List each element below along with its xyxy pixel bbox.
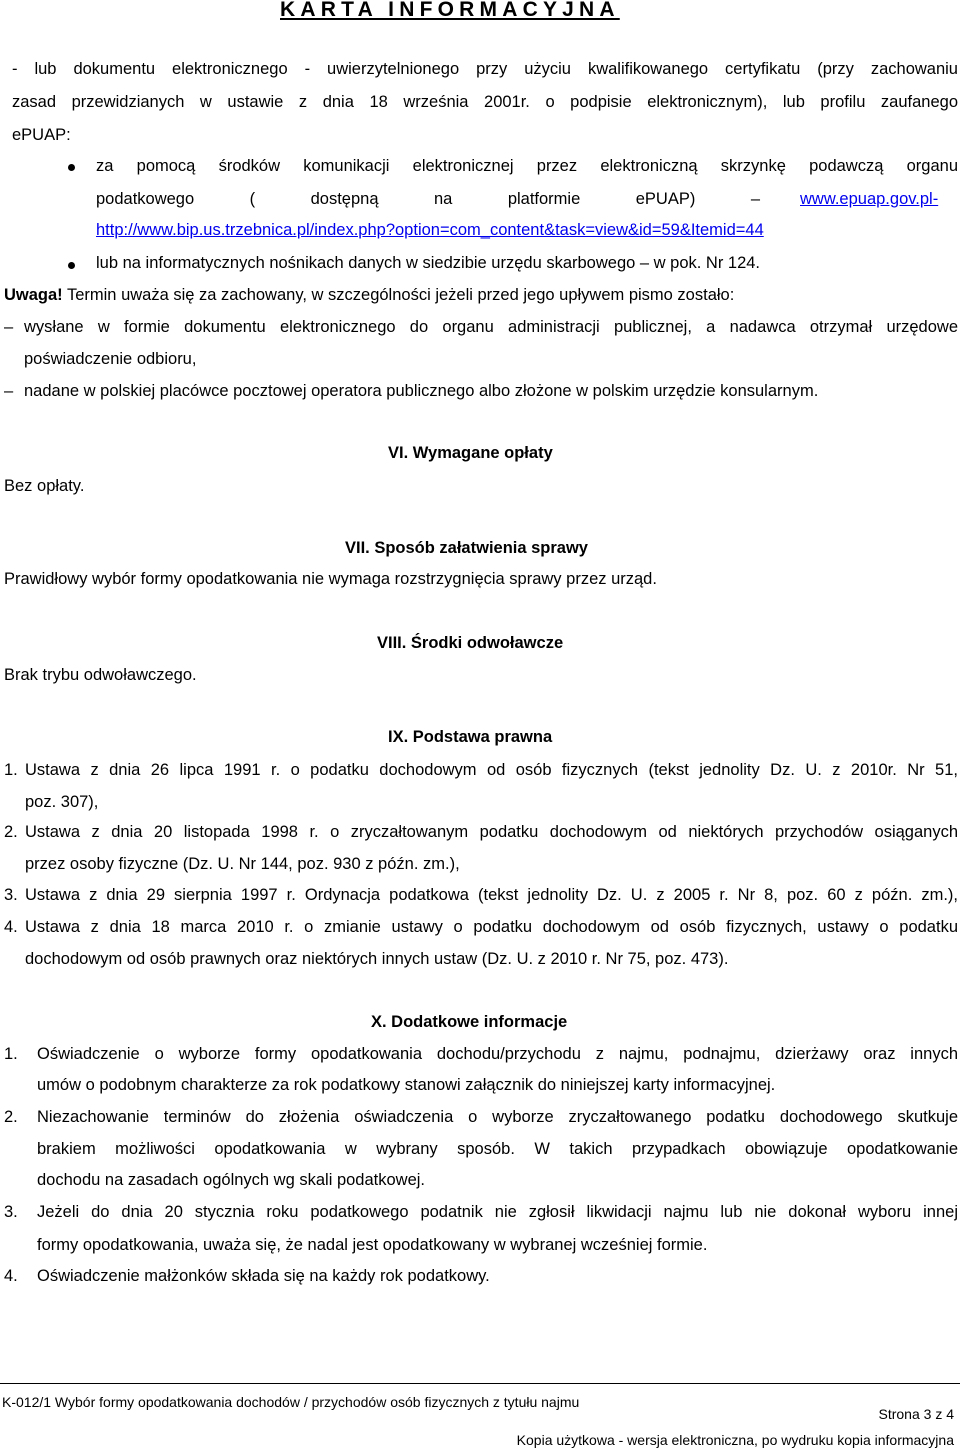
section10-heading: X. Dodatkowe informacje <box>371 1013 568 1031</box>
note-text: Termin uważa się za zachowany, w szczególności jeżeli przed jego upływem pismo zostało: <box>62 286 735 304</box>
section7-heading: VII. Sposób załatwienia sprawy <box>345 539 588 557</box>
info-item-2-line-1: Niezachowanie terminów do złożenia oświadczenia o wyborze zryczałtowanego podatku dochodowego skutkuje <box>37 1108 958 1126</box>
bullet-dot <box>68 164 75 171</box>
note-item1-line-2: poświadczenie odbioru, <box>24 350 197 368</box>
info-item-1-line-1: Oświadczenie o wyborze formy opodatkowania dochodu/przychodu z najmu, podnajmu, dzierżawy oraz innych <box>37 1045 958 1063</box>
list-number: 4. <box>4 1267 18 1285</box>
bip-link[interactable]: http://www.bip.us.trzebnica.pl/index.php?option=com_content&task=view&id=59&Itemid=44 <box>96 221 764 239</box>
footer-page-number: Strona 3 z 4 <box>878 1406 954 1422</box>
law-item-1-line-2: poz. 307), <box>25 793 99 811</box>
footer-copy-note: Kopia użytkowa - wersja elektroniczna, po wydruku kopia informacyjna <box>516 1432 954 1448</box>
bullet-dot <box>68 262 75 269</box>
delivery-line-1: - lub dokumentu elektronicznego - uwierzytelnionego przy użyciu kwalifikowanego certyfikatu (przy zachowaniu <box>12 60 958 78</box>
law-item-3-line-1: Ustawa z dnia 29 sierpnia 1997 r. Ordynacja podatkowa (tekst jednolity Dz. U. z 2005 r. Nr 8, poz. 60 z późn. zm.), <box>25 886 958 904</box>
info-item-3-line-1: Jeżeli do dnia 20 stycznia roku podatkowego podatnik nie zgłosił likwidacji najmu lub nie dokonał wyboru innej <box>37 1203 958 1221</box>
section8-heading: VIII. Środki odwoławcze <box>377 634 564 652</box>
footer-doc-title: K-012/1 Wybór formy opodatkowania dochodów / przychodów osób fizycznych z tytułu najmu <box>2 1394 580 1410</box>
epuap-link[interactable]: www.epuap.gov.pl- <box>800 190 939 208</box>
info-item-1-line-2: umów o podobnym charakterze za rok podatkowy stanowi załącznik do niniejszej karty informacyjnej. <box>37 1076 776 1094</box>
law-item-2-line-2: przez osoby fizyczne (Dz. U. Nr 144, poz. 930 z późn. zm.), <box>25 855 460 873</box>
list-number: 3. <box>4 1203 18 1221</box>
info-item-2-line-2: brakiem możliwości opodatkowania w wybrany sposób. W takich przypadkach obowiązuje opodatkowanie <box>37 1140 958 1158</box>
list-number: 2. <box>4 823 18 841</box>
info-item-3-line-2: formy opodatkowania, uważa się, że nadal jest opodatkowany w wybranej wcześniej formie. <box>37 1236 708 1254</box>
list-number: 2. <box>4 1108 18 1126</box>
list-number: 1. <box>4 1045 18 1063</box>
delivery-line-2: zasad przewidzianych w ustawie z dnia 18 września 2001r. o podpisie elektronicznym), lub profilu zaufanego <box>12 93 958 111</box>
note-label: Uwaga! <box>4 286 63 304</box>
dash-marker: – <box>4 318 14 336</box>
law-item-4-line-2: dochodowym od osób prawnych oraz niektórych innych ustaw (Dz. U. z 2010 r. Nr 75, poz. 473). <box>25 950 729 968</box>
info-item-2-line-3: dochodu na zasadach ogólnych wg skali podatkowej. <box>37 1171 426 1189</box>
bullet1-line-1: za pomocą środków komunikacji elektronicznej przez elektroniczną skrzynkę podawczą organu <box>96 157 958 175</box>
dash-marker: – <box>4 382 14 400</box>
section7-text: Prawidłowy wybór formy opodatkowania nie wymaga rozstrzygnięcia sprawy przez urząd. <box>4 570 657 588</box>
list-number: 3. <box>4 886 18 904</box>
section6-heading: VI. Wymagane opłaty <box>388 444 553 462</box>
bullet1-line-2: podatkowego ( dostępną na platformie ePUAP) – <box>96 190 760 208</box>
law-item-1-line-1: Ustawa z dnia 26 lipca 1991 r. o podatku dochodowym od osób fizycznych (tekst jednolity Dz. U. z 2010r. Nr 51, <box>25 761 958 779</box>
law-item-2-line-1: Ustawa z dnia 20 listopada 1998 r. o zryczałtowanym podatku dochodowym od niektórych przychodów osiąganych <box>25 823 958 841</box>
page-title: KARTA INFORMACYJNA <box>280 0 620 21</box>
section9-heading: IX. Podstawa prawna <box>388 728 553 746</box>
info-item-4-line-1: Oświadczenie małżonków składa się na każdy rok podatkowy. <box>37 1267 490 1285</box>
footer-divider <box>0 1383 960 1384</box>
bullet2-text: lub na informatycznych nośnikach danych w siedzibie urzędu skarbowego – w pok. Nr 124. <box>96 254 761 272</box>
section6-text: Bez opłaty. <box>4 477 85 495</box>
section8-text: Brak trybu odwoławczego. <box>4 666 197 684</box>
note-item1-line-1: wysłane w formie dokumentu elektronicznego do organu administracji publicznej, a nadawca otrzymał urzędowe <box>24 318 958 336</box>
delivery-line-3: ePUAP: <box>12 126 71 144</box>
list-number: 4. <box>4 918 18 936</box>
list-number: 1. <box>4 761 18 779</box>
law-item-4-line-1: Ustawa z dnia 18 marca 2010 r. o zmianie ustawy o podatku dochodowym od osób fizycznych, ustawy o podatku <box>25 918 958 936</box>
note-item2: nadane w polskiej placówce pocztowej operatora publicznego albo złożone w polskim urzędzie konsularnym. <box>24 382 819 400</box>
